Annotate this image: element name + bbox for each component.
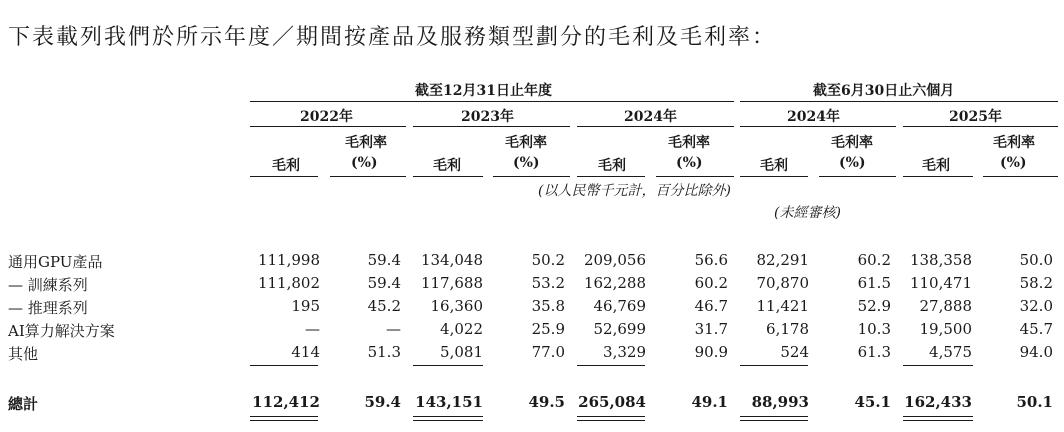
total-cell: 265,084 <box>578 393 646 411</box>
total-double-rule-3b <box>577 420 645 421</box>
table-cell: 11,421 <box>756 297 809 315</box>
table-cell: 82,291 <box>756 251 809 269</box>
table-cell: 58.2 <box>1019 274 1053 292</box>
total-cell: 162,433 <box>904 393 972 411</box>
total-cell: 112,412 <box>252 393 320 411</box>
table-cell: 19,500 <box>919 320 972 338</box>
total-double-rule-5a <box>903 416 973 417</box>
col-rule-5a <box>903 176 973 177</box>
row-label: 通用GPU產品 <box>8 253 103 271</box>
col-rule-3a <box>577 176 645 177</box>
group-header-annual: 截至12月31日止年度 <box>415 83 552 99</box>
col-margin-5-line1: 毛利率 <box>993 135 1035 151</box>
row-label: 其他 <box>8 345 39 363</box>
table-cell: 45.2 <box>367 297 401 315</box>
table-cell: 31.7 <box>694 320 728 338</box>
table-cell: 4,022 <box>440 320 483 338</box>
table-cell: 5,081 <box>440 343 483 361</box>
total-double-rule-2b <box>413 420 483 421</box>
table-cell: 53.2 <box>531 274 565 292</box>
col-rule-3b <box>656 176 734 177</box>
col-margin-1-line1: 毛利率 <box>345 135 387 151</box>
table-cell: 524 <box>780 343 809 361</box>
intro-text: 下表載列我們於所示年度／期間按產品及服務類型劃分的毛利及毛利率： <box>8 25 777 50</box>
col-rule-1b <box>330 176 406 177</box>
subtotal-rule-1 <box>250 365 318 366</box>
year-header-3: 2024年 <box>624 109 677 125</box>
table-cell: 162,288 <box>583 274 646 292</box>
table-cell: 61.3 <box>857 343 891 361</box>
table-cell: 414 <box>291 343 320 361</box>
table-cell: 77.0 <box>531 343 565 361</box>
total-double-rule-4a <box>740 416 808 417</box>
total-cell: 45.1 <box>854 393 891 411</box>
col-margin-4-line2: (%) <box>839 155 866 171</box>
col-rule-4a <box>740 176 808 177</box>
table-cell: 70,870 <box>756 274 809 292</box>
table-cell: 6,178 <box>766 320 809 338</box>
table-cell: 16,360 <box>430 297 483 315</box>
row-label: — 推理系列 <box>8 299 88 317</box>
table-cell: — <box>305 320 320 338</box>
col-rule-1a <box>250 176 318 177</box>
col-gross-profit-2: 毛利 <box>433 158 461 174</box>
year-header-4: 2024年 <box>787 109 840 125</box>
total-cell: 49.1 <box>691 393 728 411</box>
table-cell: 10.3 <box>857 320 891 338</box>
group-header-six-months: 截至6月30日止六個月 <box>813 83 955 99</box>
table-cell: 209,056 <box>583 251 646 269</box>
unit-note: (以人民幣千元計，百分比除外) <box>538 183 731 199</box>
col-rule-4b <box>819 176 896 177</box>
table-cell: 60.2 <box>694 274 728 292</box>
year-rule-1 <box>250 126 406 127</box>
table-cell: 46.7 <box>694 297 728 315</box>
col-gross-profit-1: 毛利 <box>272 158 300 174</box>
table-cell: 61.5 <box>857 274 891 292</box>
subtotal-rule-4 <box>740 365 808 366</box>
table-cell: 35.8 <box>531 297 565 315</box>
col-margin-4-line1: 毛利率 <box>831 135 873 151</box>
col-rule-2a <box>413 176 483 177</box>
col-rule-2b <box>493 176 570 177</box>
year-rule-3 <box>577 126 734 127</box>
table-cell: 3,329 <box>603 343 646 361</box>
year-header-1: 2022年 <box>300 109 353 125</box>
col-margin-5-line2: (%) <box>1000 155 1027 171</box>
table-cell: 111,998 <box>257 251 320 269</box>
col-margin-3-line2: (%) <box>676 155 703 171</box>
total-label: 總計 <box>8 395 39 413</box>
col-margin-2-line2: (%) <box>513 155 540 171</box>
total-double-rule-1a <box>250 416 318 417</box>
table-cell: 110,471 <box>909 274 972 292</box>
table-cell: 59.4 <box>367 251 401 269</box>
total-cell: 88,993 <box>751 393 809 411</box>
year-header-2: 2023年 <box>461 109 514 125</box>
table-cell: — <box>386 320 401 338</box>
table-cell: 90.9 <box>694 343 728 361</box>
year-rule-4 <box>740 126 896 127</box>
col-rule-5b <box>983 176 1058 177</box>
col-margin-2-line1: 毛利率 <box>505 135 547 151</box>
subtotal-rule-2 <box>413 365 483 366</box>
table-cell: 4,575 <box>929 343 972 361</box>
total-double-rule-2a <box>413 416 483 417</box>
table-cell: 50.0 <box>1019 251 1053 269</box>
col-margin-1-line2: (%) <box>351 155 378 171</box>
total-cell: 50.1 <box>1016 393 1053 411</box>
subtotal-rule-3 <box>577 365 645 366</box>
table-cell: 56.6 <box>694 251 728 269</box>
row-label: — 訓練系列 <box>8 276 88 294</box>
unaudited-note: (未經審核) <box>774 205 841 221</box>
total-cell: 59.4 <box>364 393 401 411</box>
table-cell: 32.0 <box>1019 297 1053 315</box>
col-gross-profit-5: 毛利 <box>922 158 950 174</box>
table-cell: 27,888 <box>919 297 972 315</box>
table-cell: 94.0 <box>1019 343 1053 361</box>
total-cell: 143,151 <box>415 393 483 411</box>
table-cell: 52,699 <box>593 320 646 338</box>
total-double-rule-5b <box>903 420 973 421</box>
table-cell: 59.4 <box>367 274 401 292</box>
year-header-5: 2025年 <box>949 109 1002 125</box>
table-cell: 117,688 <box>420 274 483 292</box>
col-gross-profit-4: 毛利 <box>760 158 788 174</box>
table-cell: 52.9 <box>857 297 891 315</box>
group-rule-six-months <box>740 101 1058 102</box>
table-cell: 195 <box>291 297 320 315</box>
table-cell: 45.7 <box>1019 320 1053 338</box>
col-gross-profit-3: 毛利 <box>598 158 626 174</box>
table-cell: 111,802 <box>257 274 320 292</box>
table-cell: 51.3 <box>367 343 401 361</box>
table-cell: 25.9 <box>531 320 565 338</box>
total-cell: 49.5 <box>528 393 565 411</box>
year-rule-5 <box>903 126 1058 127</box>
table-cell: 138,358 <box>909 251 972 269</box>
subtotal-rule-5 <box>903 365 973 366</box>
col-margin-3-line1: 毛利率 <box>668 135 710 151</box>
group-rule-annual <box>250 101 734 102</box>
table-cell: 46,769 <box>593 297 646 315</box>
total-double-rule-3a <box>577 416 645 417</box>
total-double-rule-1b <box>250 420 318 421</box>
table-cell: 60.2 <box>857 251 891 269</box>
table-cell: 134,048 <box>420 251 483 269</box>
year-rule-2 <box>413 126 570 127</box>
table-cell: 50.2 <box>531 251 565 269</box>
row-label: AI算力解決方案 <box>8 322 115 340</box>
total-double-rule-4b <box>740 420 808 421</box>
